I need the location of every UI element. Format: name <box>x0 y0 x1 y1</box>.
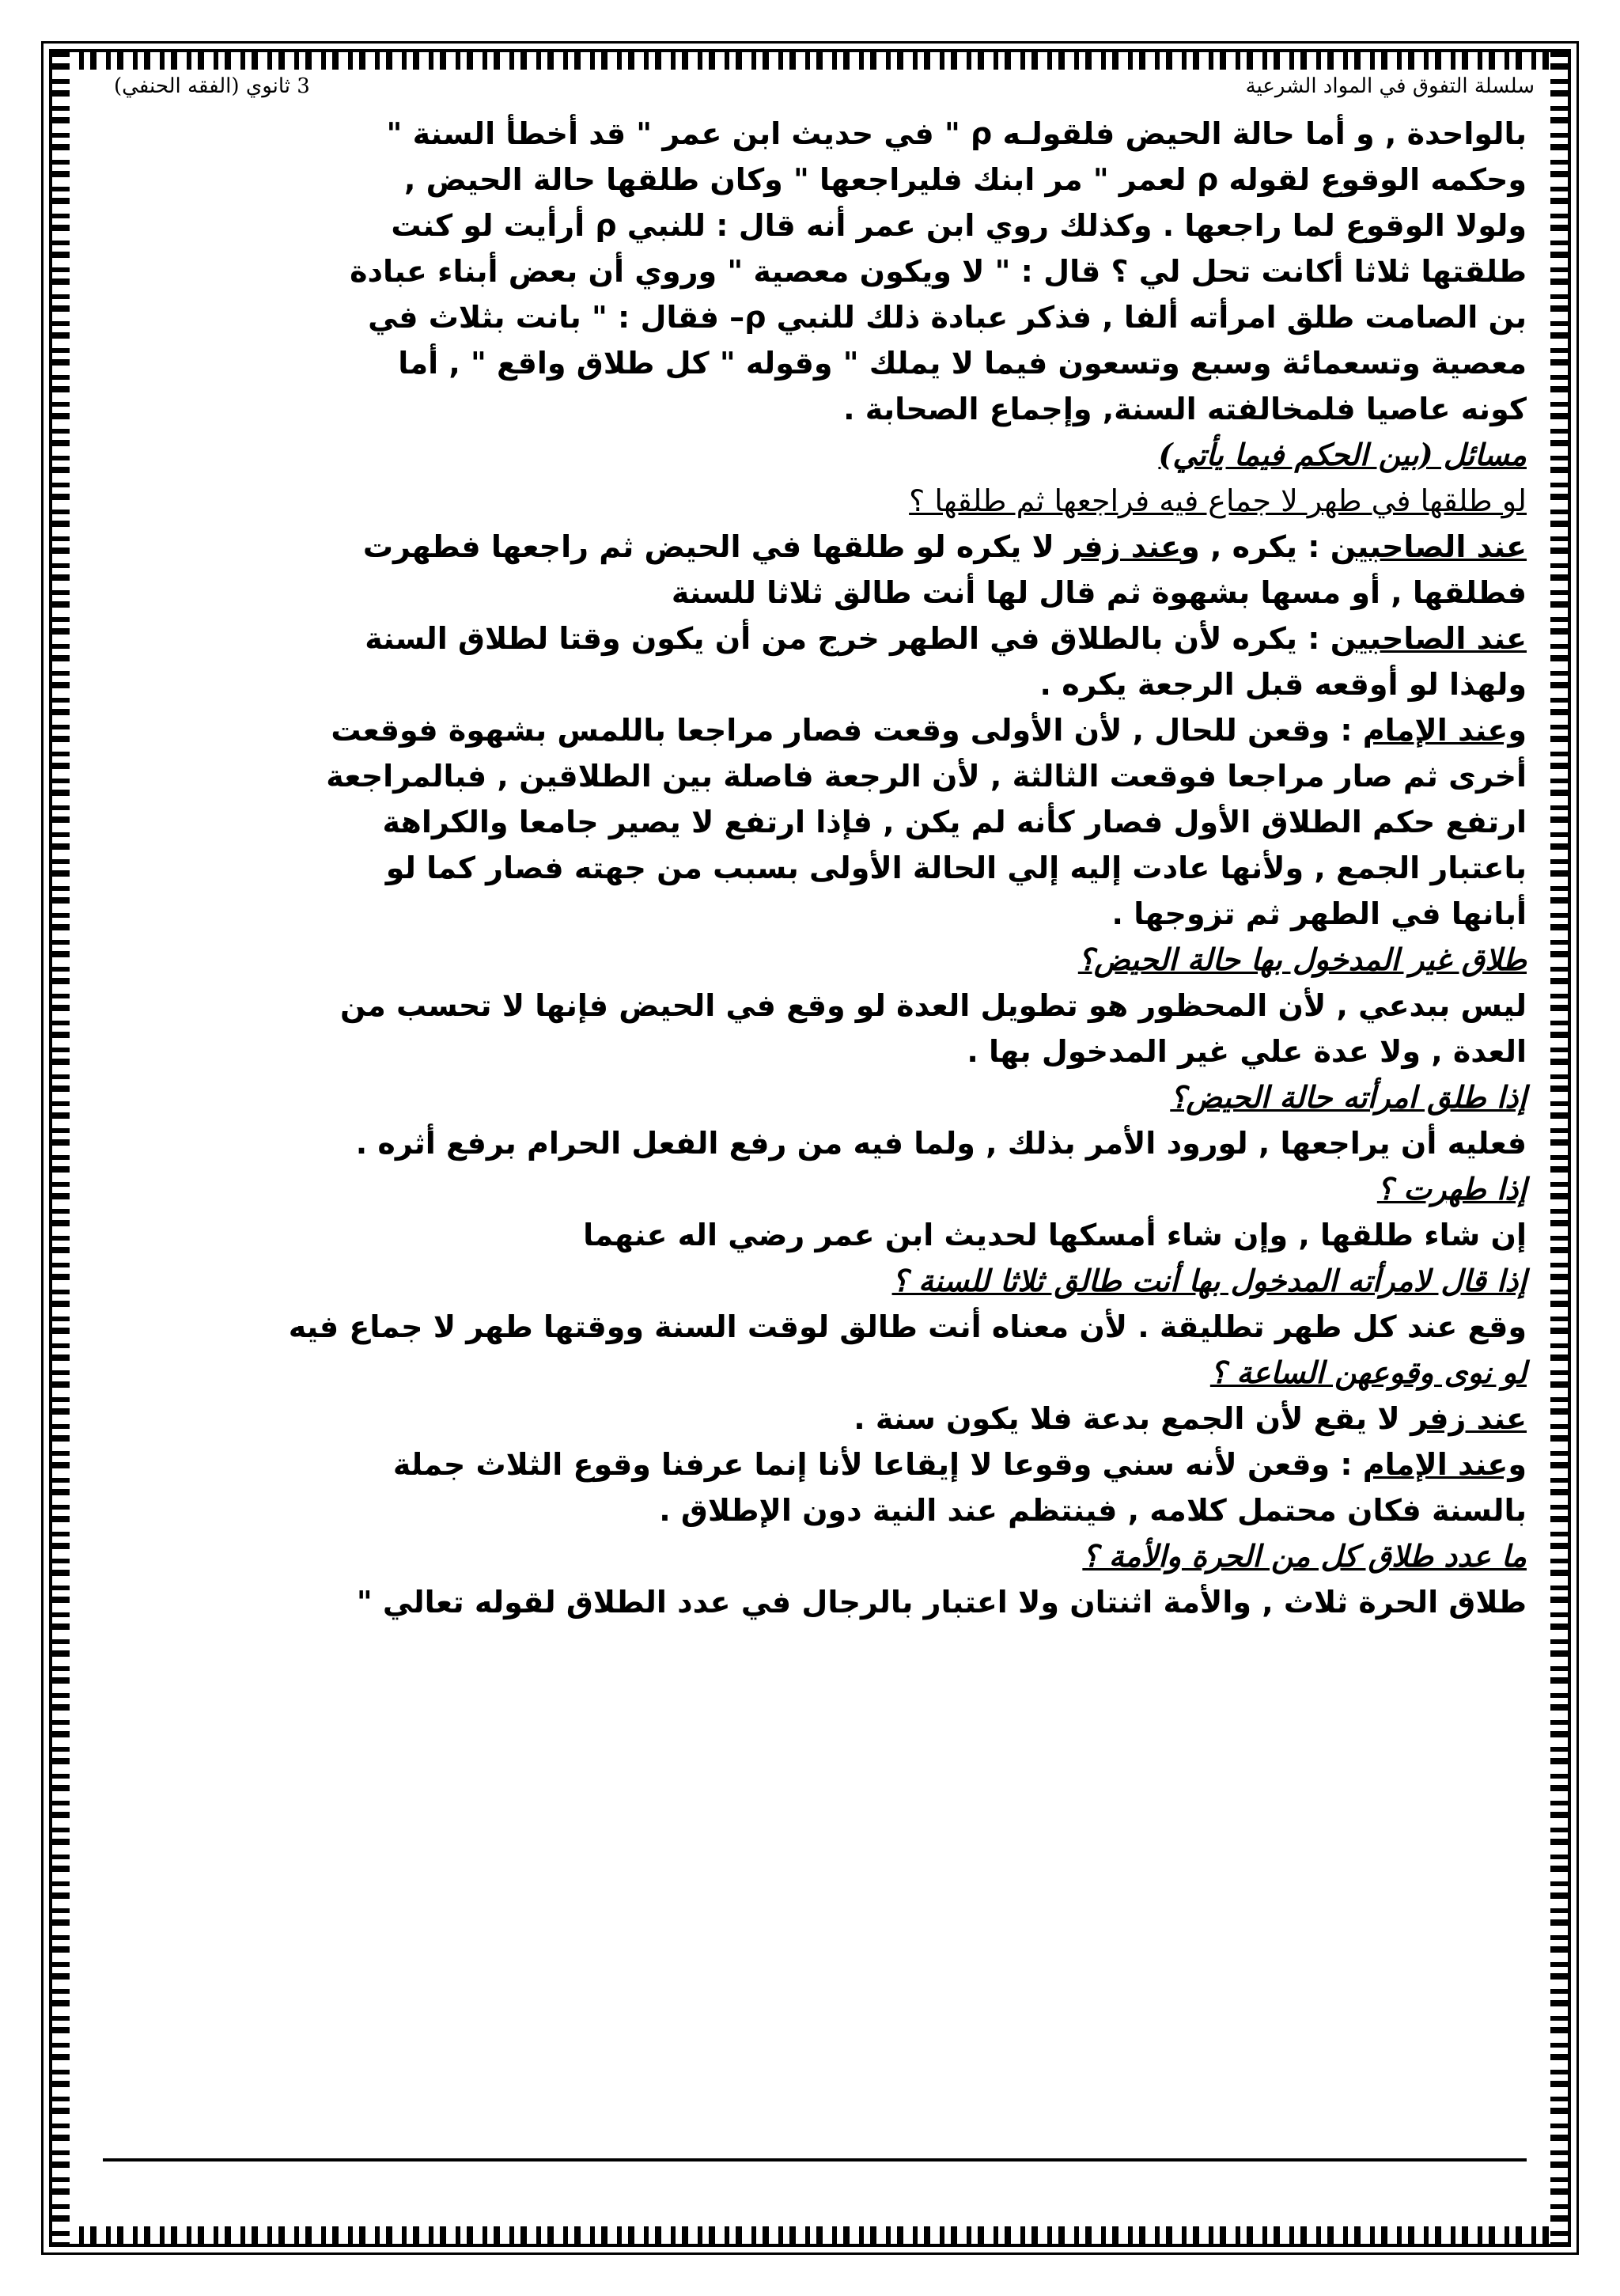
answer-line: فطلقها , أو مسها بشهوة ثم قال لها أنت طالق ثلاثا للسنة <box>671 575 1527 610</box>
body-line: معصية وتسعمائة وسبع وتسعون فيما لا يملك " وقوله " كل طلاق واقع " , أما <box>398 346 1527 381</box>
body-line: كونه عاصيا فلمخالفته السنة, وإجماع الصحابة . <box>843 392 1527 426</box>
answer-text: : يكره , و <box>1181 529 1330 564</box>
answer-text: : وقعن للحال , لأن الأولى وقعت فصار مراجعا باللمس بشهوة فوقعت <box>331 713 1363 748</box>
answer-line: باعتبار الجمع , ولأنها عادت إليه إلي الحالة الأولى بسبب من جهته فصار كما لو <box>385 851 1527 885</box>
body-line: ولولا الوقوع لما راجعها . وكذلك روي ابن عمر أنه قال : للنبي ρ أرأيت لو كنت <box>391 208 1527 243</box>
answer-line: وقع عند كل طهر تطليقة . لأن معناه أنت طالق لوقت السنة ووقتها طهر لا جماع فيه <box>288 1309 1527 1344</box>
body-line: طلقتها ثلاثا أكانت تحل لي ؟ قال : " لا ويكون معصية " وروي أن بعض أبناء عبادة <box>350 254 1527 289</box>
opinion-label: عند الصاحبين <box>1330 621 1527 656</box>
answer-line: ليس ببدعي , لأن المحظور هو تطويل العدة لو وقع في الحيض فإنها لا تحسب من <box>340 988 1527 1023</box>
header-series: سلسلة التفوق في المواد الشرعية <box>1245 74 1535 98</box>
body-line: بالواحدة , و أما حالة الحيض فلقولـه ρ " في حديث ابن عمر " قد أخطأ السنة " <box>386 116 1527 151</box>
opinion-label: عند الصاحبين <box>1330 529 1527 564</box>
answer-line <box>95 524 1527 570</box>
decorative-border-top <box>52 52 1568 70</box>
question: طلاق غير المدخول بها حالة الحيض؟ <box>1077 942 1527 977</box>
answer-line: أبانها في الطهر ثم تزوجها . <box>1111 896 1527 931</box>
answer-line <box>95 616 1527 661</box>
body-line: وحكمه الوقوع لقوله ρ لعمر " مر ابنك فليراجعها " وكان طلقها حالة الحيض , <box>404 162 1527 197</box>
answer-text: لا يقع لأن الجمع بدعة فلا يكون سنة . <box>854 1401 1410 1436</box>
answer-line: ارتفع حكم الطلاق الأول فصار كأنه لم يكن , فإذا ارتفع لا يصير جامعا والكراهة <box>382 805 1527 839</box>
closing-rule <box>103 2158 1527 2161</box>
answer-line: بالسنة فكان محتمل كلامه , فينتظم عند النية دون الإطلاق . <box>659 1493 1527 1528</box>
question: إذا طهرت ؟ <box>1376 1171 1527 1207</box>
answer-line: إن شاء طلقها , وإن شاء أمسكها لحديث ابن عمر رضي اله عنهما <box>583 1218 1527 1252</box>
opinion-label: عند زفر <box>1065 529 1182 564</box>
answer-line <box>95 707 1527 753</box>
answer-line: أخرى ثم صار مراجعا فوقعت الثالثة , لأن الرجعة فاصلة بين الطلاقين , فبالمراجعة <box>326 759 1527 794</box>
section-heading: مسائل (بين الحكم فيما يأتي) <box>1158 437 1527 472</box>
question: ما عدد طلاق كل من الحرة والأمة ؟ <box>1082 1538 1527 1574</box>
header-subject: (الفقه الحنفي) 3 ثانوي <box>114 74 310 98</box>
opinion-label: وعند الإمام <box>1362 713 1527 748</box>
body-line: بن الصامت طلق امرأته ألفا , فذكر عبادة ذلك للنبي ρ– فقال : " بانت بثلاث في <box>368 300 1527 335</box>
opinion-label: عند زفر <box>1410 1401 1527 1436</box>
answer-line: ولهذا لو أوقعه قبل الرجعة يكره . <box>1039 667 1527 702</box>
answer-text: : وقعن لأنه سني وقوعا لا إيقاعا لأنا إنما عرفنا وقوع الثلاث جملة <box>392 1447 1363 1482</box>
question: إذا قال لامرأته المدخول بها أنت طالق ثلاثا للسنة ؟ <box>891 1263 1527 1298</box>
opinion-label: وعند الإمام <box>1362 1447 1527 1482</box>
answer-line: العدة , ولا عدة علي غير المدخول بها . <box>967 1034 1527 1069</box>
answer-line <box>95 1396 1527 1442</box>
decorative-border-left <box>52 52 70 2244</box>
decorative-border-bottom <box>52 2226 1568 2244</box>
answer-text: : يكره لأن بالطلاق في الطهر خرج من أن يكون وقتا لطلاق السنة <box>365 621 1330 656</box>
page-content <box>95 111 1527 1625</box>
answer-line <box>95 1442 1527 1487</box>
answer-text: لا يكره لو طلقها في الحيض ثم راجعها فطهرت <box>362 529 1065 564</box>
answer-line: طلاق الحرة ثلاث , والأمة اثنتان ولا اعتبار بالرجال في عدد الطلاق لقوله تعالي " <box>356 1585 1527 1620</box>
question: لو نوى وقوعهن الساعة ؟ <box>1209 1354 1527 1390</box>
answer-line: فعليه أن يراجعها , لورود الأمر بذلك , ولما فيه من رفع الفعل الحرام برفع أثره . <box>355 1126 1527 1161</box>
question: لو طلقها في طهر لا جماع فيه فراجعها ثم طلقها ؟ <box>909 483 1527 518</box>
page-header <box>79 74 1535 109</box>
question: إذا طلق امرأته حالة الحيض؟ <box>1170 1079 1527 1115</box>
decorative-border-right <box>1550 52 1568 2244</box>
